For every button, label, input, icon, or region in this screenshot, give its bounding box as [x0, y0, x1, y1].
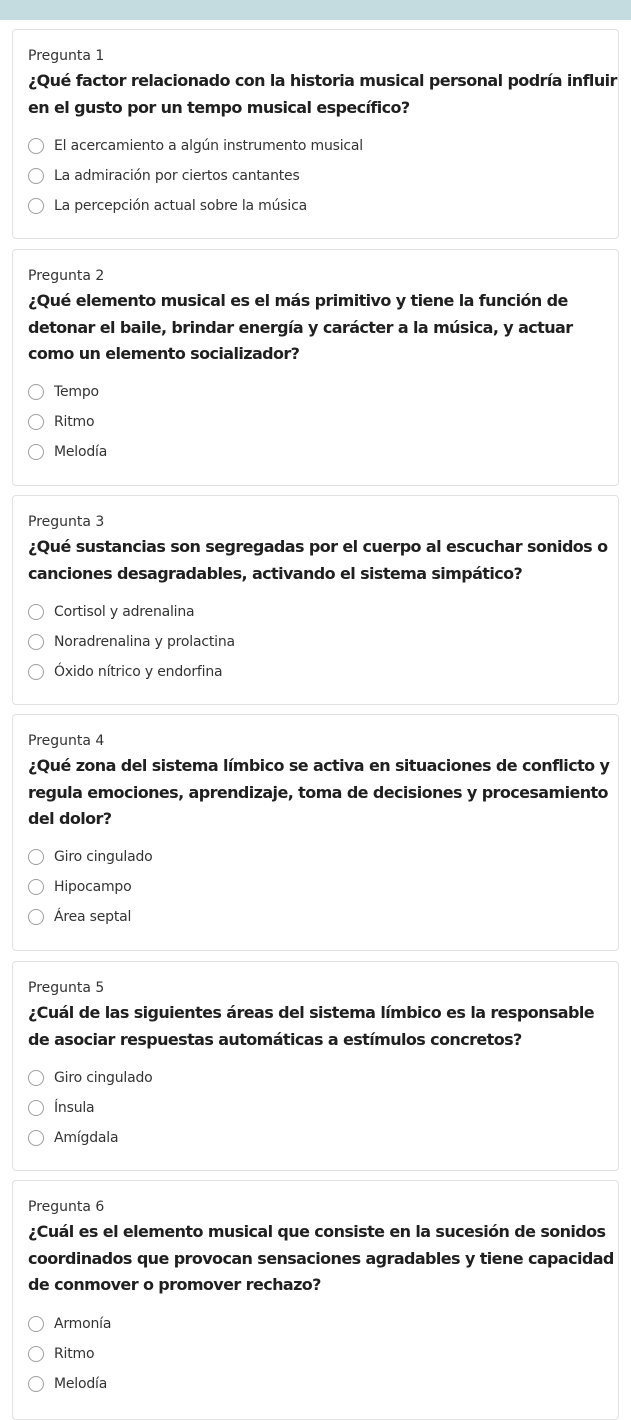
question-text: ¿Qué sustancias son segregadas por el cuerpo al escuchar sonidos o canciones desagradables, activando el sistema simpático? [28, 537, 608, 583]
option-label: Amígdala [54, 1130, 119, 1146]
option-label: Melodía [54, 444, 108, 460]
option-label: Hipocampo [54, 879, 132, 895]
option-label: Óxido nítrico y endorfina [54, 664, 223, 680]
option-label: La percepción actual sobre la música [54, 198, 307, 214]
options-list [28, 131, 363, 221]
option-item[interactable] [28, 872, 153, 902]
radio-button[interactable] [28, 414, 44, 430]
options-list [28, 597, 235, 687]
radio-button[interactable] [28, 444, 44, 460]
question-number: Pregunta 3 [28, 514, 105, 530]
top-bar [0, 0, 631, 20]
radio-button[interactable] [28, 909, 44, 925]
option-item[interactable] [28, 191, 363, 221]
radio-button[interactable] [28, 168, 44, 184]
question-number: Pregunta 2 [28, 268, 105, 284]
option-item[interactable] [28, 407, 107, 437]
options-list [28, 1309, 111, 1399]
option-item[interactable] [28, 597, 235, 627]
option-item[interactable] [28, 1369, 111, 1399]
radio-button[interactable] [28, 849, 44, 865]
radio-button[interactable] [28, 604, 44, 620]
option-item[interactable] [28, 437, 107, 467]
question-text: ¿Qué elemento musical es el más primitivo y tiene la función de detonar el baile, brindar energía y carácter a la música, y actuar como un elemento socializador? [28, 291, 573, 363]
option-item[interactable] [28, 842, 153, 872]
radio-button[interactable] [28, 1316, 44, 1332]
option-item[interactable] [28, 1123, 153, 1153]
radio-button[interactable] [28, 634, 44, 650]
option-label: La admiración por ciertos cantantes [54, 168, 300, 184]
question-card-2 [12, 249, 619, 486]
question-text: ¿Cuál de las siguientes áreas del sistema límbico es la responsable de asociar respuestas automáticas a estímulos concretos? [28, 1003, 594, 1049]
radio-button[interactable] [28, 1070, 44, 1086]
option-item[interactable] [28, 131, 363, 161]
question-text: ¿Qué factor relacionado con la historia musical personal podría influir en el gusto por un tempo musical específico? [28, 71, 617, 117]
option-item[interactable] [28, 1309, 111, 1339]
radio-button[interactable] [28, 198, 44, 214]
option-item[interactable] [28, 902, 153, 932]
question-card-4 [12, 714, 619, 951]
option-item[interactable] [28, 1093, 153, 1123]
question-number: Pregunta 6 [28, 1199, 105, 1215]
radio-button[interactable] [28, 1130, 44, 1146]
option-item[interactable] [28, 161, 363, 191]
option-label: Área septal [54, 909, 132, 925]
option-label: Noradrenalina y prolactina [54, 634, 235, 650]
option-label: Armonía [54, 1316, 112, 1332]
question-number: Pregunta 1 [28, 48, 105, 64]
option-label: Melodía [54, 1376, 108, 1392]
question-number: Pregunta 4 [28, 733, 105, 749]
option-item[interactable] [28, 377, 107, 407]
question-card-1 [12, 29, 619, 239]
radio-button[interactable] [28, 879, 44, 895]
options-list [28, 1063, 153, 1153]
question-number: Pregunta 5 [28, 980, 105, 996]
option-item[interactable] [28, 627, 235, 657]
option-label: Ínsula [54, 1100, 95, 1116]
option-label: Cortisol y adrenalina [54, 604, 195, 620]
option-label: Giro cingulado [54, 1070, 153, 1086]
options-list [28, 842, 153, 932]
option-label: Tempo [54, 384, 99, 400]
option-label: El acercamiento a algún instrumento musical [54, 138, 363, 154]
options-list [28, 377, 107, 467]
option-item[interactable] [28, 1339, 111, 1369]
radio-button[interactable] [28, 138, 44, 154]
question-text: ¿Qué zona del sistema límbico se activa en situaciones de conflicto y regula emociones, aprendizaje, toma de decisiones y procesamiento del dolor? [28, 756, 610, 828]
option-item[interactable] [28, 1063, 153, 1093]
option-label: Ritmo [54, 1346, 95, 1362]
radio-button[interactable] [28, 1346, 44, 1362]
option-label: Giro cingulado [54, 849, 153, 865]
question-text: ¿Cuál es el elemento musical que consiste en la sucesión de sonidos coordinados que provocan sensaciones agradables y tiene capacidad de conmover o promover rechazo? [28, 1222, 614, 1294]
radio-button[interactable] [28, 1376, 44, 1392]
radio-button[interactable] [28, 1100, 44, 1116]
option-label: Ritmo [54, 414, 95, 430]
question-card-6 [12, 1180, 619, 1420]
question-card-5 [12, 961, 619, 1171]
question-card-3 [12, 495, 619, 705]
radio-button[interactable] [28, 664, 44, 680]
option-item[interactable] [28, 657, 235, 687]
radio-button[interactable] [28, 384, 44, 400]
